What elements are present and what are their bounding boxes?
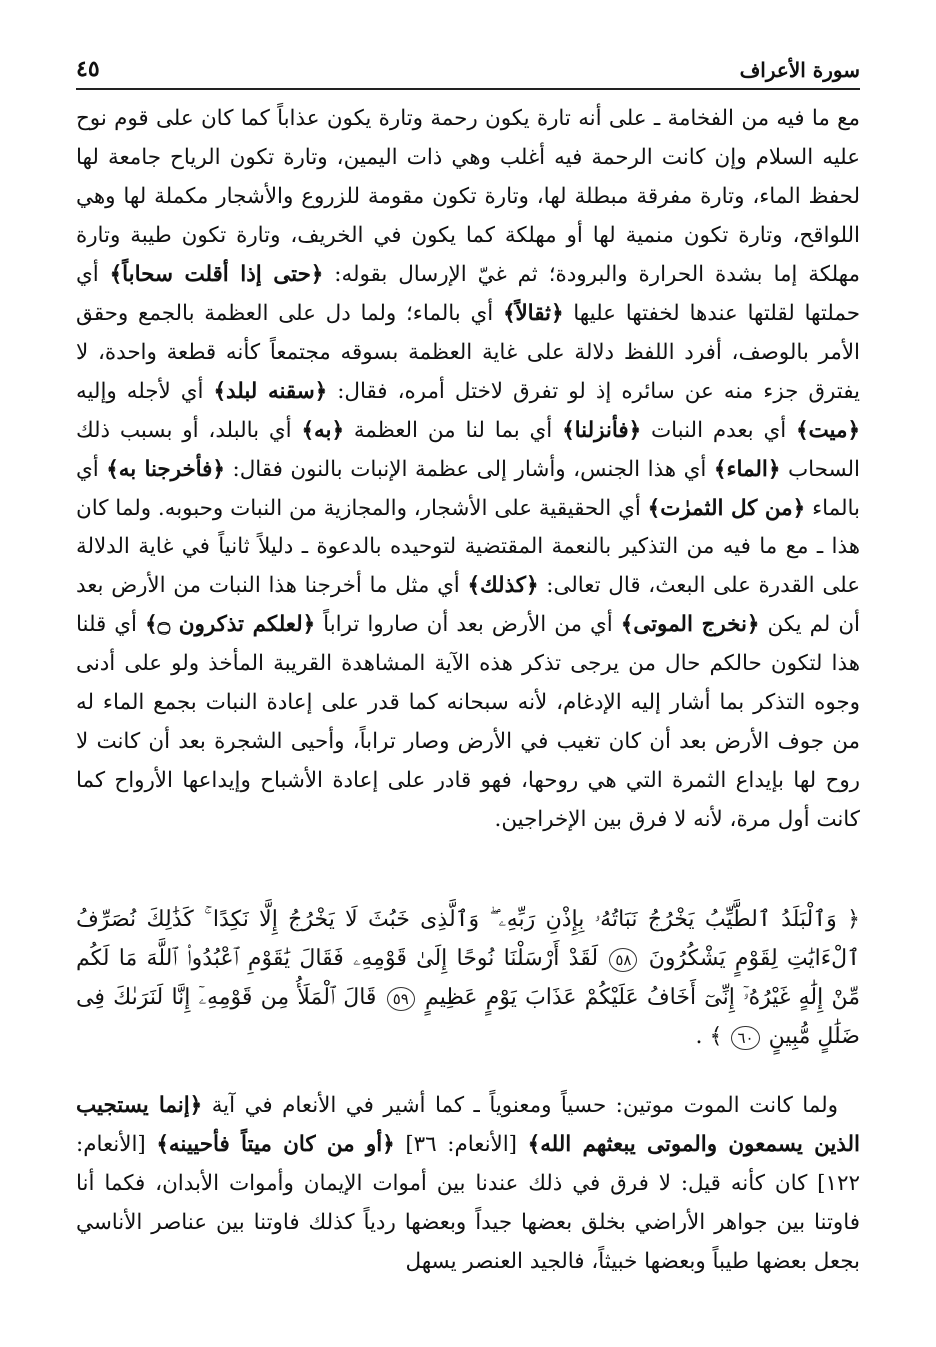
text-run: أي قلنا هذا لتكون حالكم حال من يرجى تذكر هذه الآية المشاهدة القريبة المأخذ ولو على أدنى وجوه التذكر بما أشار إليه الإدغام، لأنه سبحانه كما قدر على إعادة النبات بجمع الماء له من جوف الأرض بعد أن كان تغيب في الأرض وصار تراباً، وأحيى الشجرة بعد أن كانت لا روح لها بإيداع الثمرة التي هي روحها، فهو قادر على إعادة الأشباح وإيداعها الأرواح كما كانت أول مرة، لأنه لا فرق بين الإخراجين. — [76, 612, 860, 833]
text-run: أي بعدم النبات — [641, 417, 797, 443]
quote-run: ﴿الماء﴾ — [713, 456, 781, 482]
quote-run: ﴿حتى إذا أقلت سحاباً﴾ — [109, 261, 324, 287]
text-run: أي بالماء — [76, 456, 861, 521]
surah-title: سورة الأعراف — [739, 58, 860, 82]
commentary-paragraph-1 — [76, 100, 860, 840]
quote-run: ﴿أو من كان ميتاً فأحيينه﴾ — [156, 1132, 395, 1157]
text-run: أي الحقيقية على الأشجار، والمجازية من النبات وحبوبه. ولما كان هذا ـ مع ما فيه من التذكير بالنعمة المقتضية لتوحيده بالدعوة ـ دليلاً ثانياً في غاية الدلالة على القدرة على البعث، قال تعالى: — [76, 495, 861, 599]
ayah-number-marker: ٥٨ — [609, 948, 637, 972]
text-run: أي من الأرض بعد أن صاروا تراباً — [315, 612, 621, 638]
text-run: أي مثل ما أخرجنا هذا النبات من الأرض بعد أن لم يكن — [76, 573, 861, 638]
quote-run: ﴿لعلكم تذكرون ۝﴾ — [145, 612, 316, 638]
text-run: أي حملتها لقلتها عندها لخفتها عليها — [76, 261, 860, 326]
quote-run: ﴿ثقالاً﴾ — [502, 300, 564, 326]
quote-run: ﴿من كل الثمرٰت﴾ — [647, 495, 806, 521]
quote-run: ﴿فأنزلنا﴾ — [562, 417, 642, 443]
page-number: ٤٥ — [76, 56, 100, 82]
text-run: [الأنعام: ٣٦] — [394, 1132, 528, 1157]
verse-text: ﴿ وَٱلْبَلَدُ ٱلطَّيِّبُ يَخْرُجُ نَبَاتُهُۥ بِإِذْنِ رَبِّهِۦ ۖ وَٱلَّذِى خَبُثَ لَا يَخْرُجُ إِلَّا نَكِدًا ۚ كَذَٰلِكَ نُصَرِّفُ ٱلْءَايَٰتِ لِقَوْمٍ يَشْكُرُونَ — [76, 907, 860, 971]
text-run: [الأنعام: ١٢٢] كان كأنه قيل: لا فرق في ذلك عندنا بين أموات الإيمان وأموات الأبدان، فكما أنا فاوتنا بين جواهر الأراضي بخلق بعضها جيداً وبعضها ردياً كذلك فاوتنا بين عناصر الأناسي بجعل بعضها طيباً وبعضها خبيثاً، فالجيد العنصر يسهل — [76, 1132, 860, 1274]
quote-run: ﴿إنما يستجيب الذين يسمعون والموتى يبعثهم الله﴾ — [76, 1093, 861, 1157]
quote-run: ﴿به﴾ — [301, 417, 344, 443]
quote-run: ﴿سقنه لبلد﴾ — [213, 378, 328, 404]
quote-run: ﴿فأخرجنا به﴾ — [106, 456, 225, 482]
text-run: مع ما فيه من الفخامة ـ على أنه تارة يكون رحمة وتارة يكون عذاباً كما كان على قوم نوح عليه السلام وإن كانت الرحمة فيه أغلب وهي ذات اليمين، وتارة تكون الرياح جامعة لها لحفظ الماء، وتارة مفرقة مبطلة لها، وتارة تكون مقومة للزروع والأشجار مكملة لها وهي اللواقح، وتارة تكون منمية لها أو مهلكة كما يكون في الخريف، وتارة تكون طيبة وتارة مهلكة إما بشدة الحرارة والبرودة؛ ثم غيّ الإرسال بقوله: — [76, 106, 860, 287]
quote-run: ﴿نخرج الموتى﴾ — [620, 612, 760, 638]
page-header — [76, 54, 860, 90]
verse-text: لَقَدْ أَرْسَلْنَا نُوحًا إِلَىٰ قَوْمِهِۦ فَقَالَ يَٰقَوْمِ ٱعْبُدُوا۟ ٱللَّهَ مَا لَكُم مِّنْ إِلَٰهٍ غَيْرُهُۥٓ إِنِّىٓ أَخَافُ عَلَيْكُمْ عَذَابَ يَوْمٍ عَظِيمٍ — [76, 946, 861, 1010]
commentary-paragraph-2 — [76, 1086, 860, 1281]
quote-run: ﴿كذلك﴾ — [467, 573, 539, 599]
ayah-number-marker: ٦٠ — [731, 1026, 759, 1050]
text-run: أي لأجله وإليه — [76, 378, 214, 404]
paragraph-text — [76, 100, 860, 840]
text-run: أي بالماء؛ ولما دل على العظمة بالجمع وحقق الأمر بالوصف، أفرد اللفظ دلالة على غاية العظمة بسوقه مجتمعاً كأنه قطعة واحدة، لا يفترق جزء منه عن سائره إذ لو تفرق لاختل أمره، فقال: — [76, 300, 861, 404]
paragraph-text — [76, 1086, 860, 1281]
quote-run: ﴿ميت﴾ — [796, 417, 860, 443]
verse-text: ﴾ . — [695, 1024, 723, 1049]
quran-verses-block — [76, 900, 860, 1056]
ayah-number-marker: ٥٩ — [387, 987, 415, 1011]
text-run: أي بالبلد، أو بسبب ذلك السحاب — [76, 417, 860, 482]
text-run: أي بما لنا من العظمة — [343, 417, 563, 443]
text-run: ولما كانت الموت موتين: حسياً ومعنوياً ـ كما أشير في الأنعام في آية — [202, 1093, 838, 1118]
text-run: أي هذا الجنس، وأشار إلى عظمة الإنبات بالنون فقال: — [224, 456, 714, 482]
verse-text: قَالَ ٱلْمَلَأُ مِن قَوْمِهِۦٓ إِنَّا لَنَرَىٰكَ فِى ضَلَٰلٍ مُّبِينٍ — [76, 985, 860, 1049]
